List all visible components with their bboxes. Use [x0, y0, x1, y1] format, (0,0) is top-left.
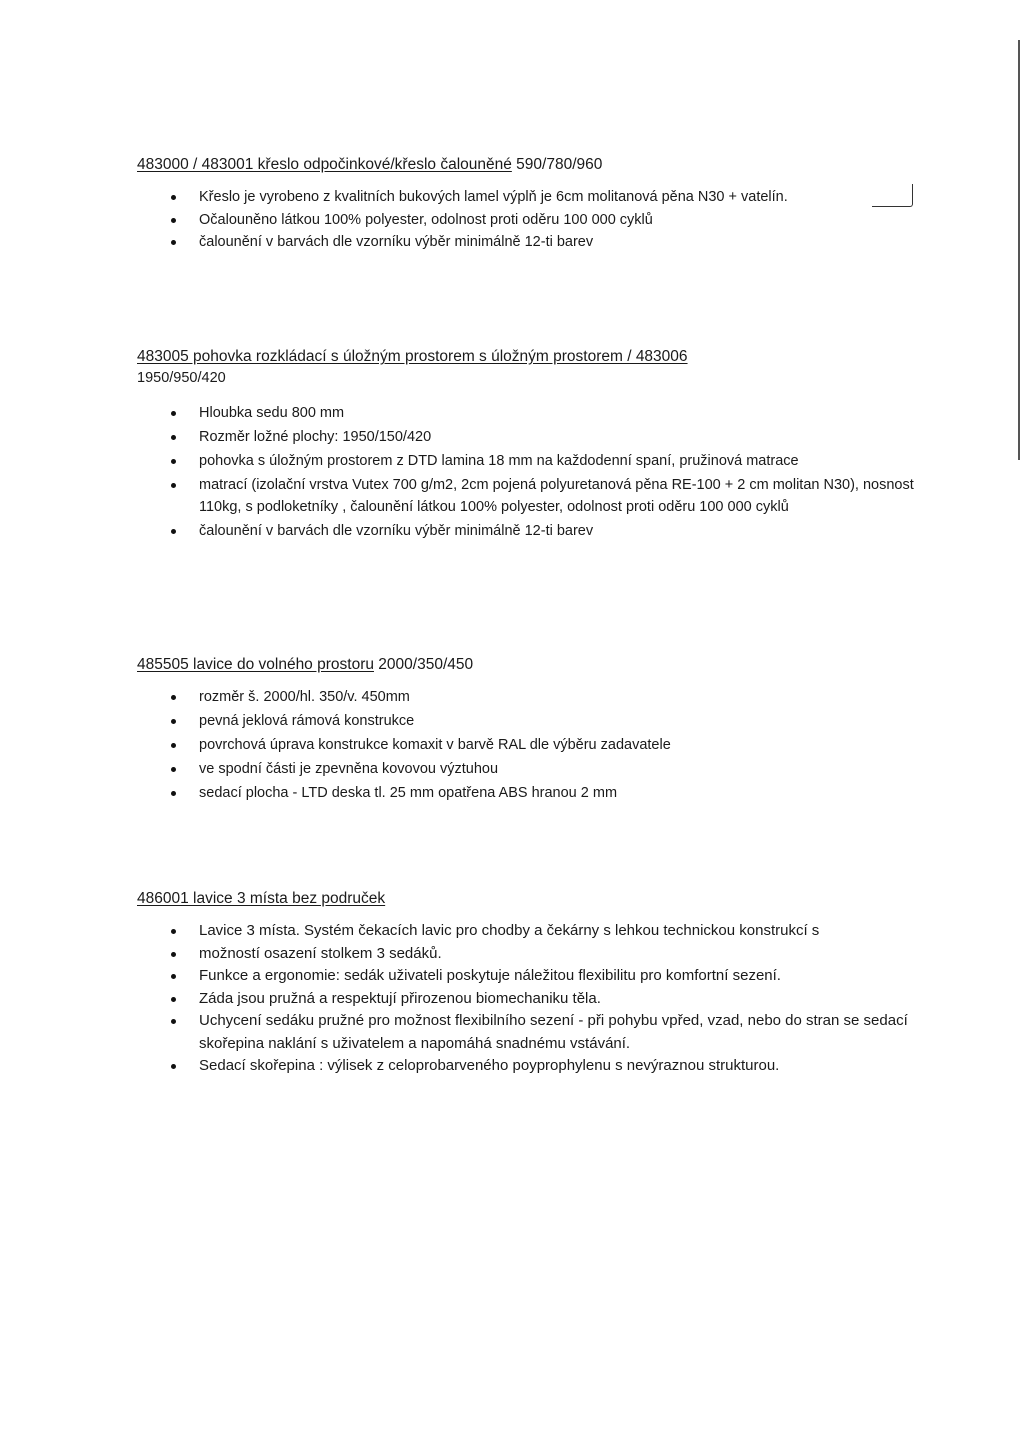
section-483000: [137, 154, 924, 254]
list-item: čalounění v barvách dle vzorníku výběr minimálně 12-ti barev: [137, 231, 924, 254]
section-485505: [137, 654, 924, 806]
section-heading: [137, 888, 924, 910]
list-item: Sedací skořepina : výlisek z celoprobarveného poyprophylenu s nevýraznou strukturou.: [137, 1055, 924, 1078]
heading-title: 483005 pohovka rozkládací s úložným prostorem s úložným prostorem / 483006: [137, 348, 688, 365]
heading-title: 483000 / 483001 křeslo odpočinkové/křeslo čalouněné: [137, 156, 512, 173]
list-item: Rozměr ložné plochy: 1950/150/420: [137, 426, 924, 448]
section-heading: [137, 654, 924, 676]
list-item: ve spodní části je zpevněna kovovou výztuhou: [137, 758, 924, 780]
list-item: Uchycení sedáku pružné pro možnost flexibilního sezení - při pohybu vpřed, vzad, nebo do stran se sedací skořepina naklání s uživatelem a napomáhá snadnému vstávání.: [137, 1010, 924, 1055]
list-item: povrchová úprava konstrukce komaxit v barvě RAL dle výběru zadavatele: [137, 734, 924, 756]
list-item: matrací (izolační vrstva Vutex 700 g/m2, 2cm pojená polyuretanová pěna RE-100 + 2 cm molitan N30), nosnost 110kg, s podloketníky , čalounění látkou 100% polyester, odolnost proti oděru 100 000 cyklů: [137, 474, 924, 518]
list-item: pohovka s úložným prostorem z DTD lamina 18 mm na každodenní spaní, pružinová matrace: [137, 450, 924, 472]
list-item: pevná jeklová rámová konstrukce: [137, 710, 924, 732]
heading-dimensions: 2000/350/450: [378, 656, 474, 673]
list-item: rozměr š. 2000/hl. 350/v. 450mm: [137, 686, 924, 708]
heading-dimensions: 1950/950/420: [137, 370, 226, 386]
section-heading: [137, 154, 924, 176]
list-item: Křeslo je vyrobeno z kvalitních bukových lamel výplň je 6cm molitanová pěna N30 + vatelín.: [137, 186, 924, 209]
bullet-list: [137, 920, 924, 1078]
heading-title: 485505 lavice do volného prostoru: [137, 656, 374, 673]
list-item: Lavice 3 místa. Systém čekacích lavic pro chodby a čekárny s lehkou technickou konstrukcí s: [137, 920, 924, 943]
heading-title: 486001 lavice 3 místa bez područek: [137, 890, 386, 907]
list-item: Záda jsou pružná a respektují přirozenou biomechaniku těla.: [137, 988, 924, 1011]
list-item: Očalouněno látkou 100% polyester, odolnost proti oděru 100 000 cyklů: [137, 209, 924, 232]
bullet-list: [137, 402, 924, 542]
heading-dimensions: 590/780/960: [516, 156, 603, 173]
list-item: čalounění v barvách dle vzorníku výběr minimálně 12-ti barev: [137, 520, 924, 542]
section-486001: [137, 888, 924, 1078]
list-item: Funkce a ergonomie: sedák uživateli poskytuje náležitou flexibilitu pro komfortní sezení.: [137, 965, 924, 988]
list-item: Hloubka sedu 800 mm: [137, 402, 924, 424]
section-483005: [137, 346, 924, 544]
bullet-list: [137, 186, 924, 254]
bullet-list: [137, 686, 924, 804]
section-heading: [137, 346, 924, 368]
list-item: sedací plocha - LTD deska tl. 25 mm opatřena ABS hranou 2 mm: [137, 782, 924, 804]
list-item: možností osazení stolkem 3 sedáků.: [137, 943, 924, 966]
scan-edge-line: [1018, 40, 1020, 460]
